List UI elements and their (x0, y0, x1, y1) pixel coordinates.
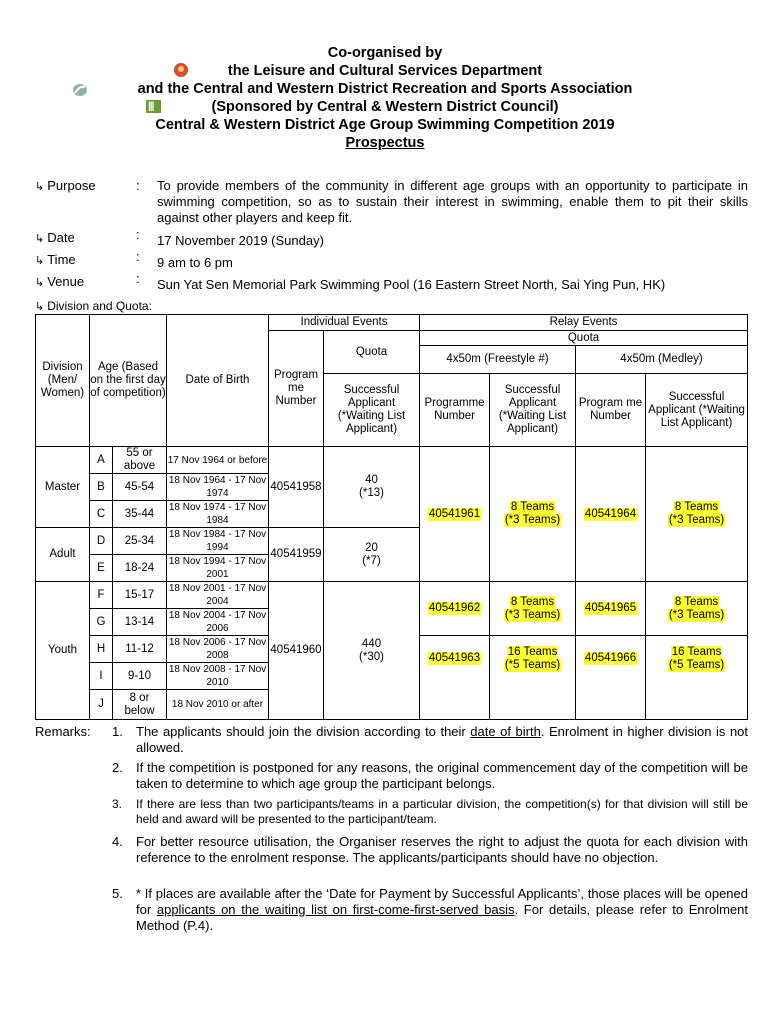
division-label-wrap (35, 298, 152, 315)
relay-quota-cell (646, 447, 748, 582)
group-letter: F (90, 582, 113, 609)
header-medley: 4x50m (Medley) (576, 346, 748, 374)
table-header-row (36, 315, 748, 331)
header-title: Central & Western District Age Group Swimming Competition 2019 (155, 117, 615, 133)
date-of-birth: 18 Nov 2006 - 17 Nov 2008 (167, 636, 269, 663)
remark-text (136, 886, 748, 934)
remark-number: 2. (112, 760, 123, 775)
venue-label: Venue (47, 274, 85, 289)
relay-quota: 8 Teams (674, 501, 719, 513)
remark-text: For better resource utilisation, the Organiser reserves the right to adjust the quota for each division with reference to the enrolment response. The applicants/participants should have no objection. (136, 834, 748, 865)
remarks-label: Remarks: (35, 724, 91, 739)
group-letter: E (90, 555, 113, 582)
venue-label-wrap (35, 274, 84, 291)
programme-number: 40541960 (269, 582, 324, 720)
division-master: Master (36, 447, 90, 528)
bullet-icon: ↳ (35, 255, 45, 267)
age-range: 9-10 (113, 663, 167, 690)
time-label-wrap (35, 252, 76, 269)
relay-programme-cell (576, 636, 646, 720)
age-range: 45-54 (113, 474, 167, 501)
header-medley-programme: Program me Number (576, 374, 646, 447)
age-range: 55 or above (113, 447, 167, 474)
header-relay-events: Relay Events (420, 315, 748, 331)
date-label-wrap (35, 230, 75, 247)
colon: : (136, 249, 140, 264)
bullet-icon: ↳ (35, 301, 45, 313)
quota-cell (324, 447, 420, 528)
header-sponsor: (Sponsored by Central & Western District Council) (211, 99, 559, 115)
date-of-birth: 18 Nov 2001 - 17 Nov 2004 (167, 582, 269, 609)
relay-quota-cell (490, 582, 576, 636)
age-range: 35-44 (113, 501, 167, 528)
header-individual-events: Individual Events (269, 315, 420, 331)
remark-text: If there are less than two participants/teams in a particular division, the competition(s) for that division will still be held and award will be presented to the participant/team. (136, 797, 748, 826)
relay-quota: 16 Teams (507, 646, 558, 658)
relay-quota-cell (646, 636, 748, 720)
relay-waiting: (*5 Teams) (668, 659, 725, 671)
header-freestyle-programme: Programme Number (420, 374, 490, 447)
age-range: 25-34 (113, 528, 167, 555)
remark-text (136, 724, 748, 756)
quota-cell (324, 528, 420, 582)
bullet-icon: ↳ (35, 233, 45, 245)
header-sponsor-line (0, 98, 770, 116)
relay-programme-cell (576, 582, 646, 636)
relay-programme-cell (420, 636, 490, 720)
remark-text-part: . For details, please refer to Enrolment Method (P.4). (136, 902, 748, 933)
group-letter: C (90, 501, 113, 528)
header-division: Division (Men/ Women) (36, 315, 90, 447)
date-of-birth: 18 Nov 2004 - 17 Nov 2006 (167, 609, 269, 636)
relay-programme-cell (420, 447, 490, 582)
bullet-icon: ↳ (35, 277, 45, 289)
date-of-birth: 17 Nov 1964 or before (167, 447, 269, 474)
division-adult: Adult (36, 528, 90, 582)
quota-value: 440 (361, 637, 382, 650)
time-label: Time (47, 252, 76, 267)
relay-quota: 16 Teams (671, 646, 722, 658)
age-range: 11-12 (113, 636, 167, 663)
header-association: and the Central and Western District Recreation and Sports Association (137, 81, 633, 97)
header-freestyle: 4x50m (Freestyle #) (420, 346, 576, 374)
age-range: 15-17 (113, 582, 167, 609)
table-row (36, 582, 748, 609)
header-programme-number: Program me Number (269, 331, 324, 447)
header-freestyle-successful: Successful Applicant (*Waiting List Applicant) (490, 374, 576, 447)
date-of-birth: 18 Nov 1964 - 17 Nov 1974 (167, 474, 269, 501)
remark-text: If the competition is postponed for any reasons, the original commencement day of the competition will be taken to determine to which age group the participant belongs. (136, 760, 748, 791)
purpose-label: Purpose (47, 178, 96, 193)
relay-quota-cell (490, 447, 576, 582)
lcsd-logo-icon (174, 63, 188, 77)
purpose-value: To provide members of the community in different age groups with an opportunity to participate in swimming competition, so as to sustain their interest in swimming, enable them to pit their skills against other players and keep fit. (157, 178, 748, 225)
date-of-birth: 18 Nov 1994 - 17 Nov 2001 (167, 555, 269, 582)
table-row (36, 447, 748, 474)
header-quota: Quota (324, 331, 420, 374)
remark-text-part: The applicants should join the division according to their (136, 724, 471, 739)
date-of-birth: 18 Nov 1984 - 17 Nov 1994 (167, 528, 269, 555)
header-lcsd: the Leisure and Cultural Services Department (227, 63, 543, 79)
waiting-value: (*13) (359, 487, 384, 499)
purpose-label-wrap (35, 178, 96, 195)
date-label: Date (47, 230, 75, 245)
relay-waiting: (*3 Teams) (668, 514, 725, 526)
date-of-birth: 18 Nov 2010 or after (167, 690, 269, 720)
relay-programme-cell (576, 447, 646, 582)
relay-waiting: (*3 Teams) (504, 608, 561, 621)
header-relay-quota: Quota (420, 331, 748, 346)
relay-programme-number: 40541961 (428, 507, 481, 520)
age-range: 8 or below (113, 690, 167, 720)
group-letter: H (90, 636, 113, 663)
time-value: 9 am to 6 pm (157, 255, 233, 270)
quota-value: 40 (365, 474, 378, 486)
relay-quota-cell (490, 636, 576, 720)
relay-programme-cell (420, 582, 490, 636)
header-prospectus: Prospectus (345, 135, 425, 151)
quota-value: 20 (365, 541, 378, 554)
relay-programme-number: 40541965 (584, 602, 637, 614)
group-letter: D (90, 528, 113, 555)
council-logo-icon (146, 100, 161, 113)
division-label: Division and Quota: (47, 299, 152, 313)
relay-programme-number: 40541963 (428, 652, 481, 664)
programme-number: 40541959 (269, 528, 324, 582)
relay-programme-number: 40541962 (428, 602, 481, 614)
date-value: 17 November 2019 (Sunday) (157, 233, 324, 248)
group-letter: G (90, 609, 113, 636)
relay-programme-number: 40541964 (584, 507, 637, 520)
header-dob: Date of Birth (167, 315, 269, 447)
document-header (0, 44, 770, 152)
relay-quota: 8 Teams (674, 595, 719, 608)
remark-text-part: * If places are available after the ‘Date for Payment by Successful Applicants’, those places will be opened for (136, 886, 748, 917)
colon: : (136, 178, 140, 193)
remark-number: 1. (112, 724, 123, 739)
relay-waiting: (*3 Teams) (504, 514, 561, 526)
colon: : (136, 271, 140, 286)
header-association-line (0, 80, 770, 98)
remark-number: 4. (112, 834, 123, 849)
group-letter: I (90, 663, 113, 690)
colon: : (136, 227, 140, 242)
relay-quota: 8 Teams (510, 501, 555, 513)
waiting-value: (*30) (359, 650, 384, 663)
remark-text-underlined: applicants on the waiting list on first-come-first-served basis (156, 902, 515, 917)
venue-value: Sun Yat Sen Memorial Park Swimming Pool (16 Eastern Street North, Sai Ying Pun, HK) (157, 277, 666, 292)
division-youth: Youth (36, 582, 90, 720)
relay-quota-cell (646, 582, 748, 636)
header-age: Age (Based on the first day of competition) (90, 315, 167, 447)
age-range: 13-14 (113, 609, 167, 636)
header-medley-successful: Successful Applicant (*Waiting List Applicant) (646, 374, 748, 447)
age-range: 18-24 (113, 555, 167, 582)
group-letter: B (90, 474, 113, 501)
quota-cell (324, 582, 420, 720)
relay-quota: 8 Teams (510, 595, 555, 608)
group-letter: A (90, 447, 113, 474)
relay-waiting: (*3 Teams) (668, 608, 725, 621)
relay-programme-number: 40541966 (584, 652, 637, 664)
remark-text-part: . Enrolment in higher division is not allowed. (136, 724, 749, 755)
date-of-birth: 18 Nov 1974 - 17 Nov 1984 (167, 501, 269, 528)
date-of-birth: 18 Nov 2008 - 17 Nov 2010 (167, 663, 269, 690)
header-lcsd-line (0, 62, 770, 80)
programme-number: 40541958 (269, 447, 324, 528)
header-successful-applicant: Successful Applicant (*Waiting List Applicant) (324, 374, 420, 447)
relay-waiting: (*5 Teams) (504, 659, 561, 671)
remark-number: 3. (112, 797, 123, 811)
waiting-value: (*7) (362, 554, 381, 567)
remark-number: 5. (112, 886, 123, 901)
association-logo-icon (72, 83, 88, 97)
group-letter: J (90, 690, 113, 720)
header-coorganised: Co-organised by (327, 45, 443, 61)
remark-text-underlined: date of birth (470, 724, 541, 739)
division-quota-table (35, 314, 748, 720)
bullet-icon: ↳ (35, 181, 45, 193)
